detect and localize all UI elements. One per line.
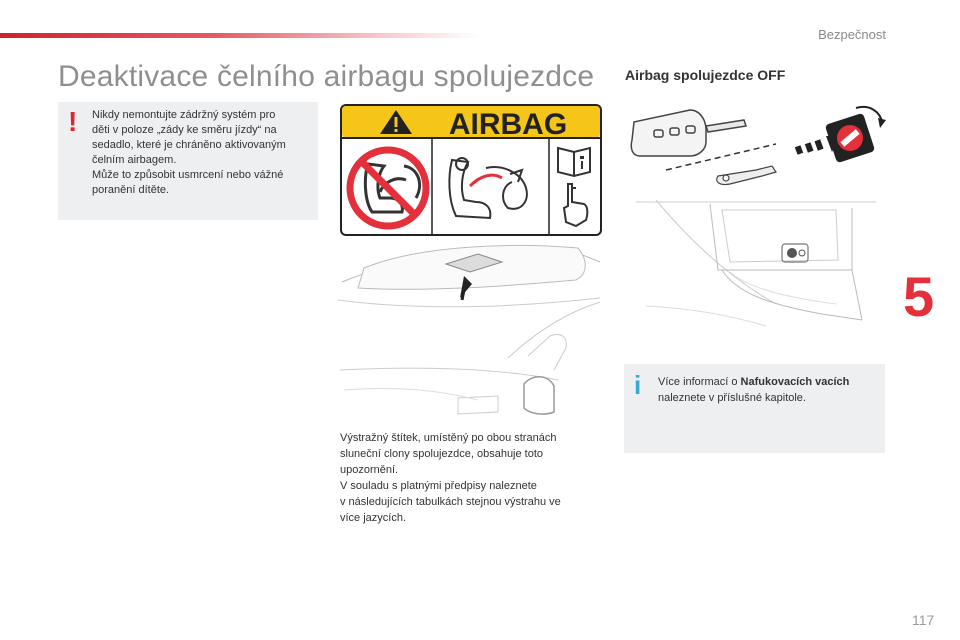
key-switch-illustration bbox=[626, 98, 886, 194]
airbag-warning-label bbox=[340, 104, 602, 236]
car-key-icon bbox=[631, 110, 746, 156]
glovebox-illustration bbox=[626, 196, 888, 330]
warning-box bbox=[58, 102, 318, 220]
warning-text: Nikdy nemontujte zádržný systém pro děti v poloze „zády ke směru jízdy“ na sedadlo, které je chráněno aktivovaným čelním airbagem. Může to způsobit usmrcení nebo vážné poranění dítěte. bbox=[92, 109, 286, 196]
info-text: Více informací o Nafukovacích vacích naleznete v příslušné kapitole. bbox=[658, 376, 850, 404]
no-rear-facing-seat-icon bbox=[350, 150, 426, 226]
chapter-number: 5 bbox=[903, 265, 935, 328]
key-blade-icon bbox=[717, 166, 776, 185]
label-heading: AIRBAG bbox=[448, 108, 568, 141]
page-number: 117 bbox=[912, 612, 935, 628]
section-subtitle: Airbag spolujezdce OFF bbox=[625, 67, 786, 83]
exclamation-icon: ! bbox=[68, 106, 78, 137]
sun-visor-illustration bbox=[338, 240, 604, 420]
label-caption: Výstražný štítek, umístěný po obou stranách sluneční clony spolujezdce, obsahuje toto upozornění. V souladu s platnými předpisy naleznete v následujících tabulkách stejnou výstrahu ve více jazycích. bbox=[340, 432, 561, 524]
info-icon: i bbox=[634, 370, 642, 400]
airbag-switch-icon bbox=[825, 107, 886, 163]
info-box bbox=[624, 364, 885, 453]
info-link-text: Nafukovacích vacích bbox=[740, 376, 850, 388]
page-title: Deaktivace čelního airbagu spolujezdce bbox=[58, 60, 595, 93]
section-title: Bezpečnost bbox=[818, 27, 886, 42]
top-accent-bar bbox=[0, 33, 480, 38]
